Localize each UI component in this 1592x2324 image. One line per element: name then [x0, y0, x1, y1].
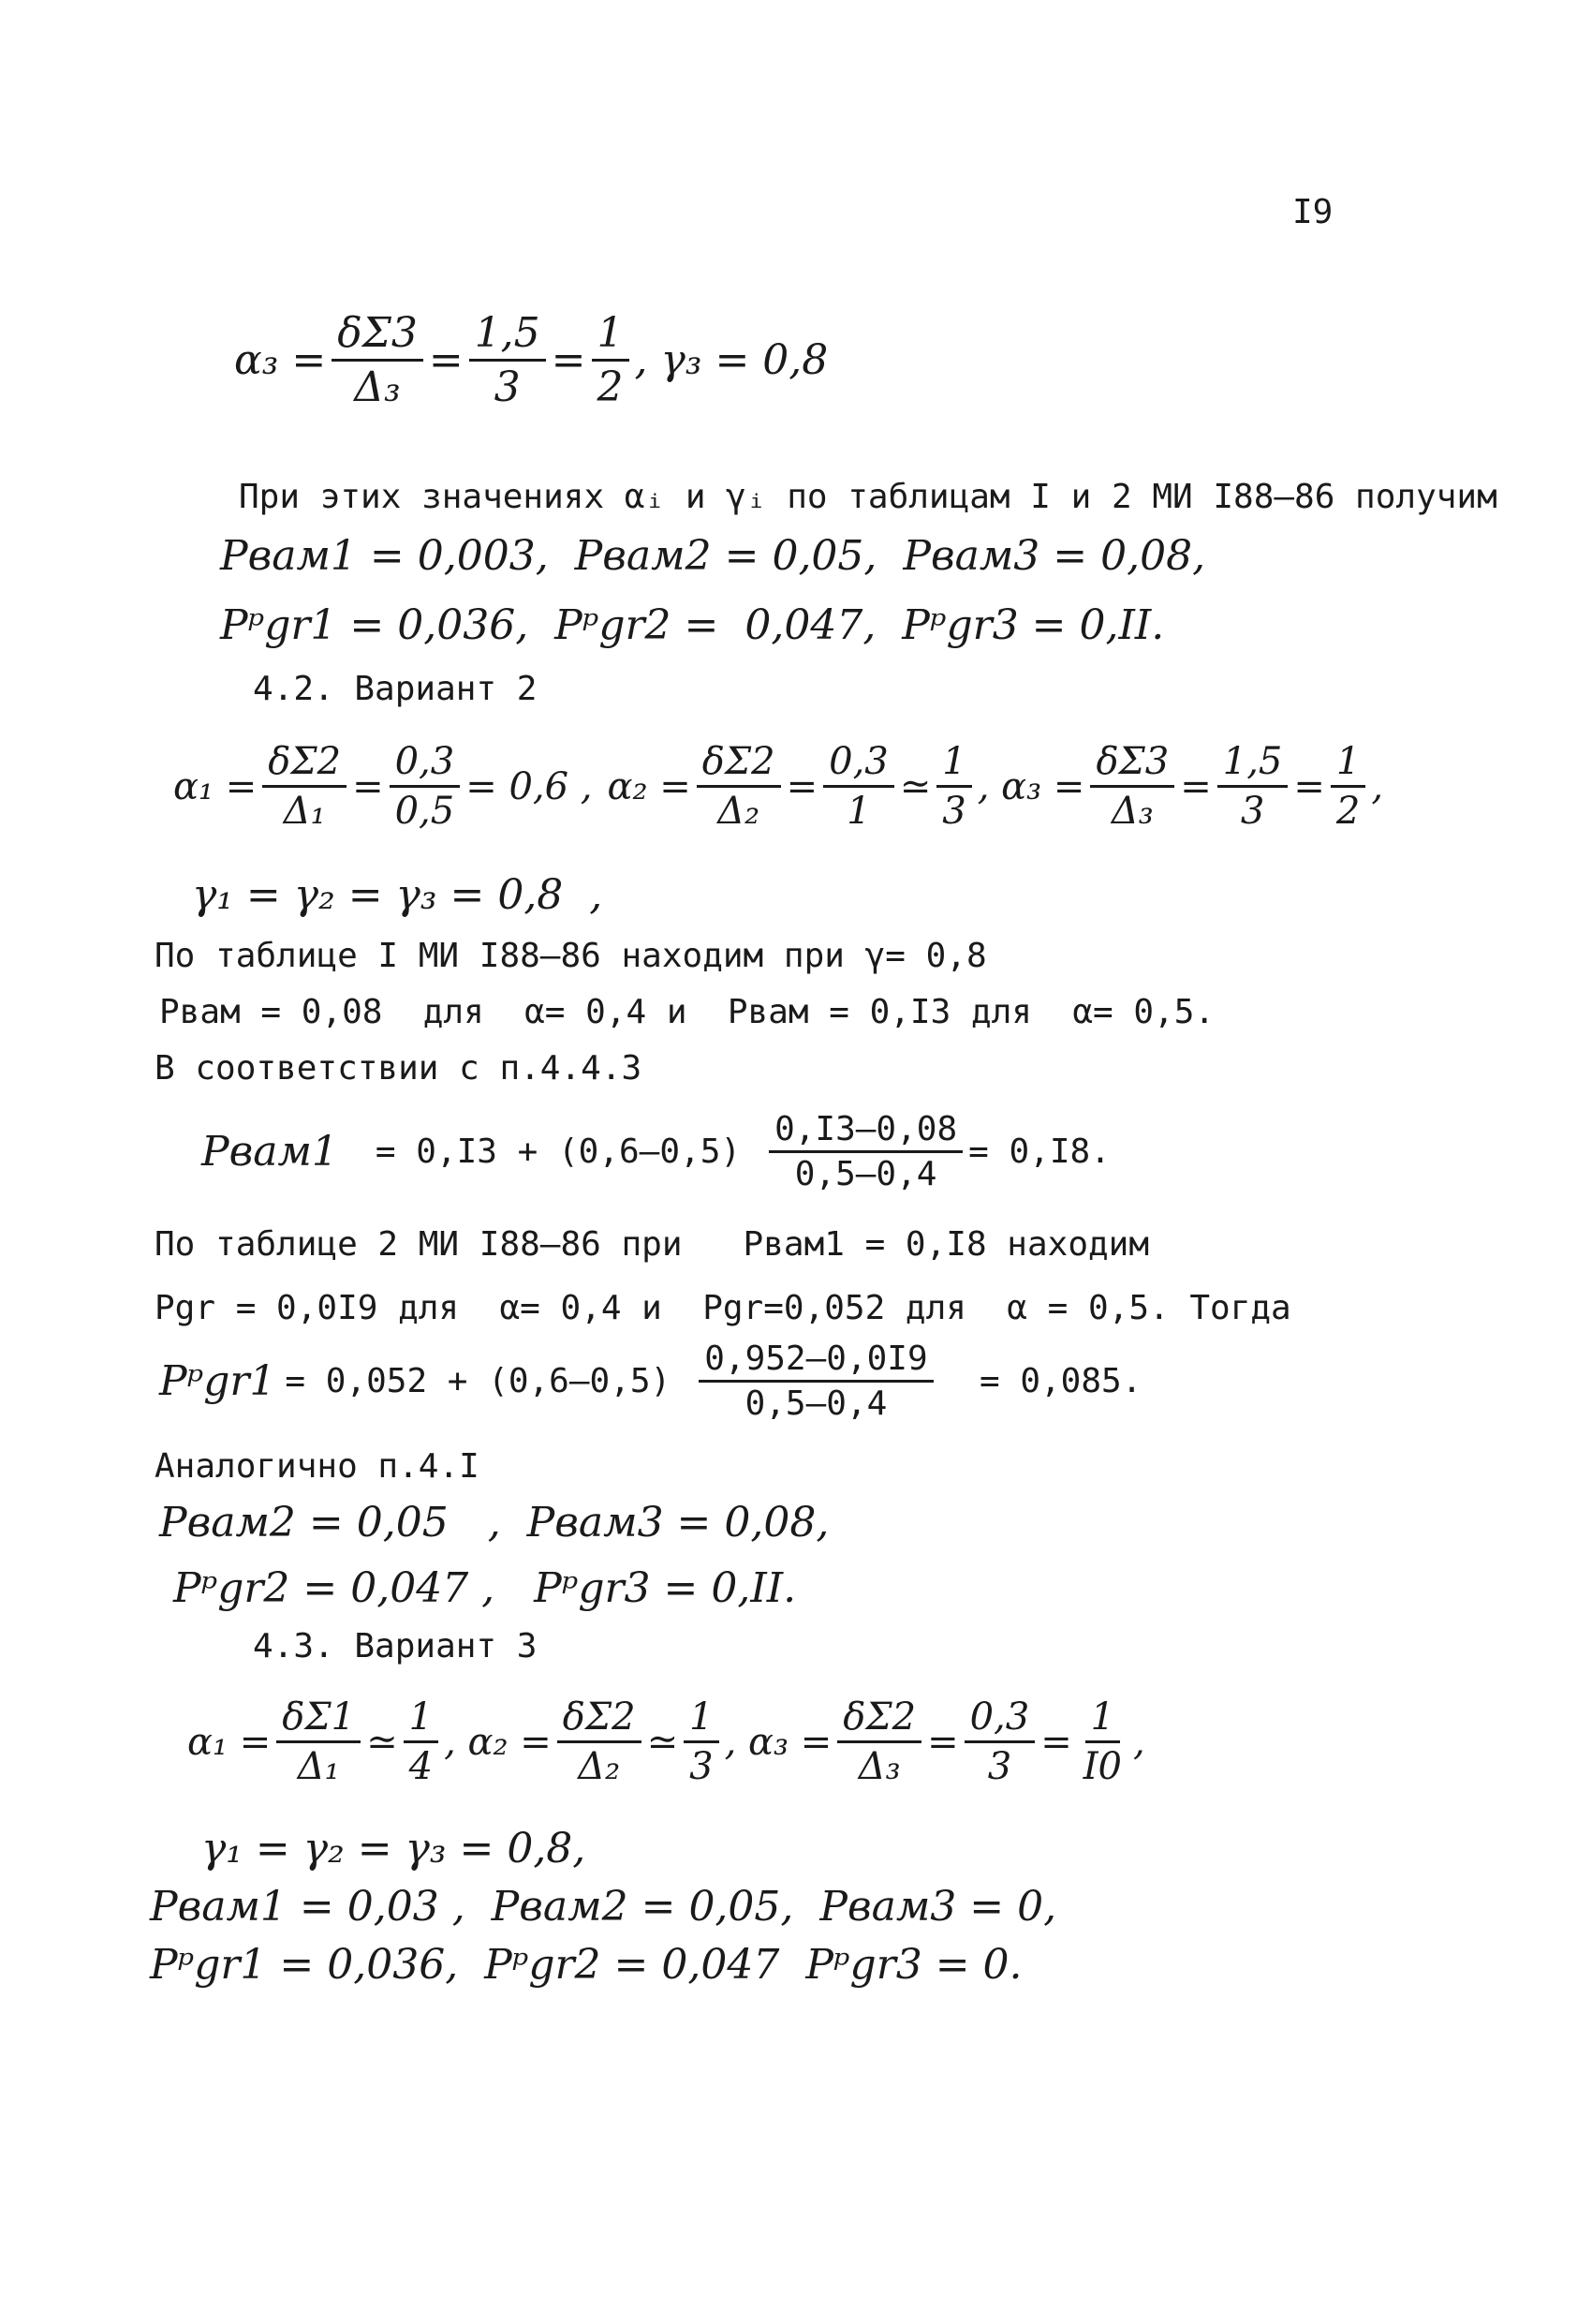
gamma-line-2: γ₁ = γ₂ = γ₃ = 0,8 ,: [192, 871, 603, 919]
denominator: Δ₁: [297, 1745, 340, 1788]
numerator: 1,5: [1217, 740, 1289, 788]
fraction: [404, 1695, 438, 1788]
equation-pvam1: [201, 1110, 1111, 1193]
fraction: [837, 1695, 921, 1788]
text-table2: По таблице 2 МИ I88–86 при Pвам1 = 0,I8 находим: [155, 1225, 1150, 1264]
numerator: 0,3: [390, 740, 461, 788]
p3-line-1: Pвам1 = 0,03 , Pвам2 = 0,05, Pвам3 = 0,: [150, 1883, 1057, 1931]
eq-label: , α₂ =: [444, 1720, 552, 1764]
denominator: I0: [1083, 1745, 1122, 1788]
eq-lhs: Pвам1: [201, 1128, 338, 1176]
denominator: Δ₃: [1111, 790, 1154, 833]
numerator: 1: [1331, 740, 1365, 788]
denominator: 0,5: [394, 790, 455, 833]
denominator: 0,5–0,4: [794, 1155, 937, 1193]
fraction: [332, 309, 423, 411]
section-4-2: 4.2. Вариант 2: [253, 670, 538, 708]
numerator: 1: [1085, 1695, 1120, 1743]
fraction: [1078, 1695, 1128, 1788]
eq-mid: = 0,052 + (0,6–0,5): [285, 1362, 671, 1400]
numerator: δΣ3: [332, 309, 423, 362]
eq-sign: =: [1180, 764, 1212, 808]
text-accordance: В соответствии с п.4.4.3: [155, 1049, 642, 1088]
equation-variant3: [187, 1695, 1145, 1788]
denominator: 3: [1240, 790, 1265, 833]
p-line-2: Pᵖgr1 = 0,036, Pᵖgr2 = 0,047, Pᵖgr3 = 0,II.: [220, 601, 1165, 649]
fraction: [823, 740, 894, 833]
fraction: [262, 740, 346, 833]
p-line-1: Pвам1 = 0,003, Pвам2 = 0,05, Pвам3 = 0,08,: [220, 532, 1206, 580]
gamma-line-3: γ₁ = γ₂ = γ₃ = 0,8,: [201, 1825, 586, 1873]
p3-line-2: Pᵖgr1 = 0,036, Pᵖgr2 = 0,047 Pᵖgr3 = 0.: [150, 1941, 1023, 1989]
eq-label: α₁ =: [187, 1720, 272, 1764]
fraction: [592, 309, 629, 411]
text-pvam-values: Pвам = 0,08 для α= 0,4 и Pвам = 0,I3 для α= 0,5.: [159, 993, 1216, 1031]
numerator: 0,I3–0,08: [769, 1110, 963, 1153]
numerator: δΣ3: [1090, 740, 1174, 788]
p2-line-1: Pвам2 = 0,05 , Pвам3 = 0,08,: [159, 1499, 830, 1547]
eq-sign: =: [551, 336, 586, 384]
fraction: [1217, 740, 1289, 833]
denominator: 3: [942, 790, 966, 833]
denominator: 3: [689, 1745, 714, 1788]
numerator: 1: [592, 309, 629, 362]
denominator: Δ₂: [578, 1745, 621, 1788]
denominator: 1: [847, 790, 871, 833]
fraction: [469, 309, 546, 411]
fraction: [390, 740, 461, 833]
denominator: 3: [494, 363, 521, 411]
fraction: [769, 1110, 963, 1193]
text-analog: Аналогично п.4.I: [155, 1447, 479, 1486]
eq-result: = 0,6 ,: [465, 764, 593, 808]
page-number: I9: [1292, 193, 1334, 231]
equation-alpha3: [234, 309, 828, 411]
text-pgr-values: Pgr = 0,0I9 для α= 0,4 и Pgr=0,052 для α = 0,5. Тогда: [155, 1289, 1291, 1327]
denominator: Δ₃: [354, 363, 401, 411]
eq-label: α₂ =: [607, 764, 691, 808]
denominator: Δ₁: [283, 790, 326, 833]
denominator: 4: [408, 1745, 434, 1788]
numerator: 0,3: [965, 1695, 1036, 1743]
eq-label: , α₃ =: [724, 1720, 833, 1764]
fraction: [965, 1695, 1036, 1788]
eq-sign: =: [428, 336, 464, 384]
denominator: 0,5–0,4: [744, 1384, 888, 1423]
eq-sign: ≃: [646, 1720, 679, 1764]
eq-lhs: Pᵖgr1: [159, 1357, 276, 1405]
numerator: 1: [684, 1695, 718, 1743]
fraction: [684, 1695, 718, 1788]
numerator: δΣ2: [697, 740, 781, 788]
fraction: [1331, 740, 1365, 833]
eq-mid: = 0,I3 + (0,6–0,5): [375, 1132, 742, 1171]
numerator: 1: [936, 740, 971, 788]
numerator: 1,5: [469, 309, 546, 362]
eq-sign: =: [927, 1720, 959, 1764]
eq-sign: =: [786, 764, 818, 808]
eq-sign: ≃: [366, 1720, 398, 1764]
numerator: δΣ2: [557, 1695, 641, 1743]
eq-result: = 0,085.: [938, 1362, 1142, 1400]
equation-pgr1: [159, 1340, 1142, 1423]
numerator: δΣ2: [837, 1695, 921, 1743]
p2-line-2: Pᵖgr2 = 0,047 , Pᵖgr3 = 0,II.: [173, 1564, 797, 1612]
denominator: 2: [1335, 790, 1361, 833]
fraction: [936, 740, 971, 833]
eq-sign: ≃: [899, 764, 932, 808]
denominator: 3: [987, 1745, 1012, 1788]
fraction: [557, 1695, 641, 1788]
numerator: δΣ2: [262, 740, 346, 788]
fraction: [1090, 740, 1174, 833]
equation-variant2: [173, 740, 1383, 833]
eq-result: = 0,I8.: [968, 1132, 1111, 1171]
text-table1: По таблице I МИ I88–86 находим при γ= 0,8: [155, 937, 987, 975]
fraction: [699, 1340, 933, 1423]
section-4-3: 4.3. Вариант 3: [253, 1627, 538, 1665]
numerator: 1: [404, 1695, 438, 1743]
denominator: Δ₃: [858, 1745, 901, 1788]
eq-end: ,: [1371, 764, 1384, 808]
denominator: 2: [597, 363, 624, 411]
eq-sign: =: [352, 764, 384, 808]
numerator: 0,3: [823, 740, 894, 788]
eq-label: α₃ =: [234, 336, 327, 384]
eq-label: α₁ =: [173, 764, 258, 808]
text-values: При этих значениях αᵢ и γᵢ по таблицам I и 2 МИ I88–86 получим: [239, 478, 1497, 516]
numerator: 0,952–0,0I9: [699, 1340, 933, 1383]
eq-end: ,: [1133, 1720, 1145, 1764]
eq-sign: =: [1293, 764, 1325, 808]
denominator: Δ₂: [717, 790, 760, 833]
fraction: [276, 1695, 361, 1788]
eq-gamma: , γ₃ = 0,8: [634, 336, 829, 384]
eq-label: , α₃ =: [977, 764, 1085, 808]
eq-sign: =: [1040, 1720, 1072, 1764]
numerator: δΣ1: [276, 1695, 361, 1743]
fraction: [697, 740, 781, 833]
